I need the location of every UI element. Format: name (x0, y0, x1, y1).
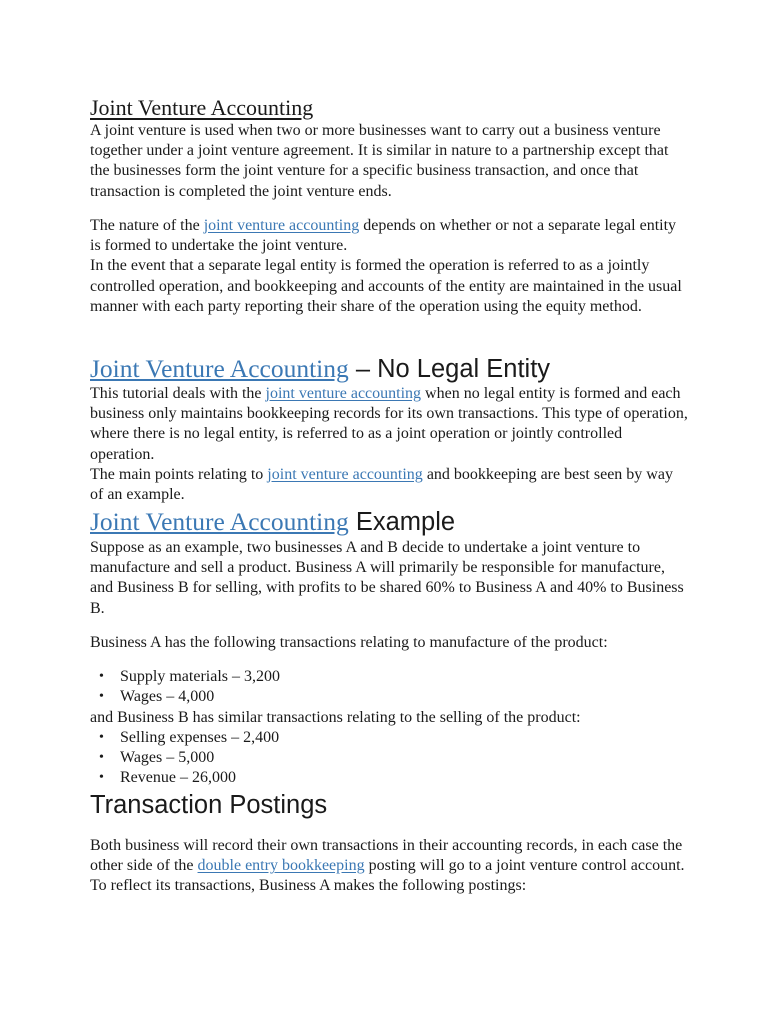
example-paragraph-2: Business A has the following transactions relating to manufacture of the product: (90, 634, 608, 651)
heading-example (90, 507, 690, 537)
nle-p2-pre: The main points relating to (90, 465, 268, 483)
postings-paragraph (90, 836, 690, 897)
heading-link-joint-venture-accounting-2[interactable]: Joint Venture Accounting (90, 507, 349, 536)
list-item: • Wages – 5,000 (90, 748, 690, 768)
heading-example-rest: Example (348, 508, 456, 536)
link-joint-venture-accounting-1[interactable]: joint venture accounting (203, 217, 360, 234)
nle-p-post: when no legal entity is formed and each business only maintains bookkeeping records for its own transactions. This type of operation, where there is no legal entity, is referred to as a joint operation or jointly controlled operation. (90, 385, 688, 463)
intro-p2-line2: In the event that a separate legal entity is formed the operation is referred to as a jointly controlled operation, and bookkeeping and accounts of the entity are maintained in the usual manner with each party reporting their share of the operation using the equity method. (90, 257, 682, 315)
list-item: • Revenue – 26,000 (90, 768, 690, 788)
list-item: • Supply materials – 3,200 (90, 667, 690, 687)
intro-paragraph-1: A joint venture is used when two or more businesses want to carry out a business venture together under a joint venture agreement. It is similar in nature to a partnership except that the businesses form the joint venture for a specific business transaction, and once that transaction is completed the joint venture ends. (90, 122, 669, 200)
heading-transaction-postings: Transaction Postings (90, 791, 328, 819)
page-title: Joint Venture Accounting (90, 95, 314, 120)
list-item: • Selling expenses – 2,400 (90, 728, 690, 748)
list-item: • Wages – 4,000 (90, 687, 690, 707)
intro-p2-pre: The nature of the (90, 217, 204, 234)
business-a-list (90, 667, 690, 707)
nle-p-pre: This tutorial deals with the (90, 385, 266, 402)
no-legal-entity-paragraph (90, 384, 690, 505)
postings-p-pre: Both business will record their own transactions in their accounting records, in each case the other side of the (90, 837, 683, 875)
intro-p2-post: depends on whether or not a separate legal entity is formed to undertake the joint venture. (90, 217, 677, 255)
intro-paragraph-2 (90, 216, 690, 317)
link-double-entry-bookkeeping[interactable]: double entry bookkeeping (197, 857, 365, 875)
heading-no-legal-rest: – No Legal Entity (348, 355, 551, 383)
heading-link-joint-venture-accounting-1[interactable]: Joint Venture Accounting (90, 354, 349, 383)
link-joint-venture-accounting-2[interactable]: joint venture accounting (265, 385, 422, 402)
example-paragraph-1: Suppose as an example, two businesses A and B decide to undertake a joint venture to manufacture and sell a product. Business A will primarily be responsible for manufacture, and Business B for selling, with profits to be shared 60% to Business A and 40% to Business B. (90, 539, 684, 617)
heading-no-legal-entity (90, 354, 690, 384)
business-b-list (90, 728, 690, 789)
postings-p2: To reflect its transactions, Business A makes the following postings: (90, 877, 527, 895)
postings-p-post: posting will go to a joint venture control account. (364, 857, 685, 875)
example-paragraph-3: and Business B has similar transactions relating to the selling of the product: (90, 709, 581, 726)
nle-p2-post: and bookkeeping are best seen by way of an example. (90, 465, 673, 504)
link-joint-venture-accounting-3[interactable]: joint venture accounting (267, 465, 423, 483)
